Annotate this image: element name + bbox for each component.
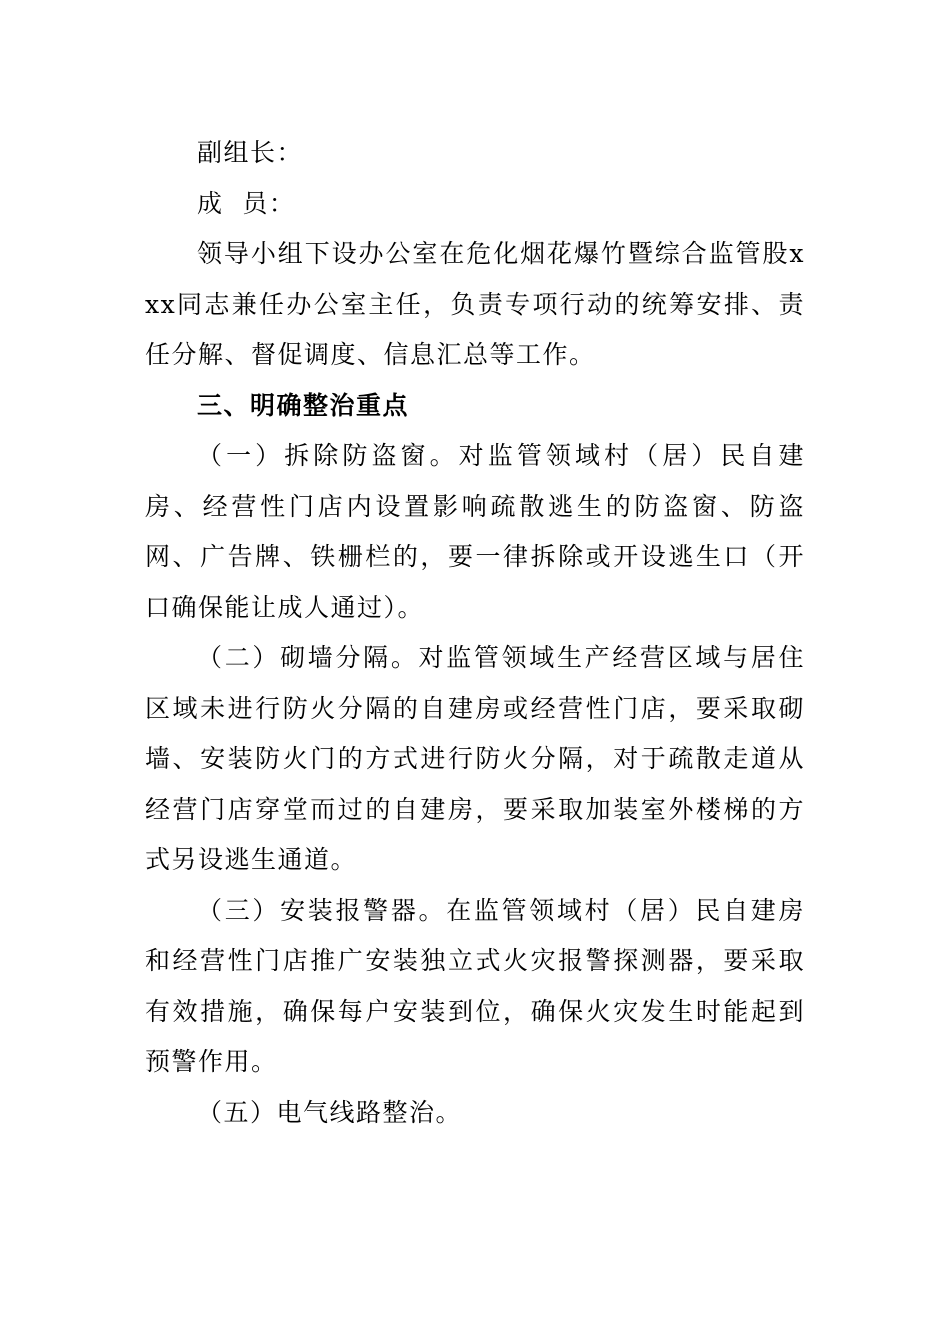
item-five-paragraph: （五）电气线路整治。 bbox=[197, 1097, 463, 1127]
office-setup-paragraph: 领导小组下设办公室在危化烟花爆竹暨综合监管股xxx同志兼任办公室主任，负责专项行动的统筹安排、责任分解、督促调度、信息汇总等工作。 bbox=[145, 239, 805, 369]
deputy-leader-line: 副组长： bbox=[197, 138, 304, 167]
document-body bbox=[145, 128, 805, 1138]
item-one-paragraph: （一）拆除防盗窗。对监管领域村（居）民自建房、经营性门店内设置影响疏散逃生的防盗窗、防盗网、广告牌、铁栅栏的，要一律拆除或开设逃生口（开口确保能让成人通过）。 bbox=[145, 441, 805, 622]
item-two-paragraph: （二）砌墙分隔。对监管领域生产经营区域与居住区域未进行防火分隔的自建房或经营性门店，要采取砌墙、安装防火门的方式进行防火分隔，对于疏散走道从经营门店穿堂而过的自建房，要采取加装室外楼梯的方式另设逃生通道。 bbox=[145, 643, 805, 874]
members-line: 成 员： bbox=[197, 188, 296, 218]
item-three-paragraph: （三）安装报警器。在监管领域村（居）民自建房和经营性门店推广安装独立式火灾报警探测器，要采取有效措施，确保每户安装到位，确保火灾发生时能起到预警作用。 bbox=[145, 895, 805, 1076]
section-three-heading: 三、明确整治重点 bbox=[197, 390, 410, 420]
